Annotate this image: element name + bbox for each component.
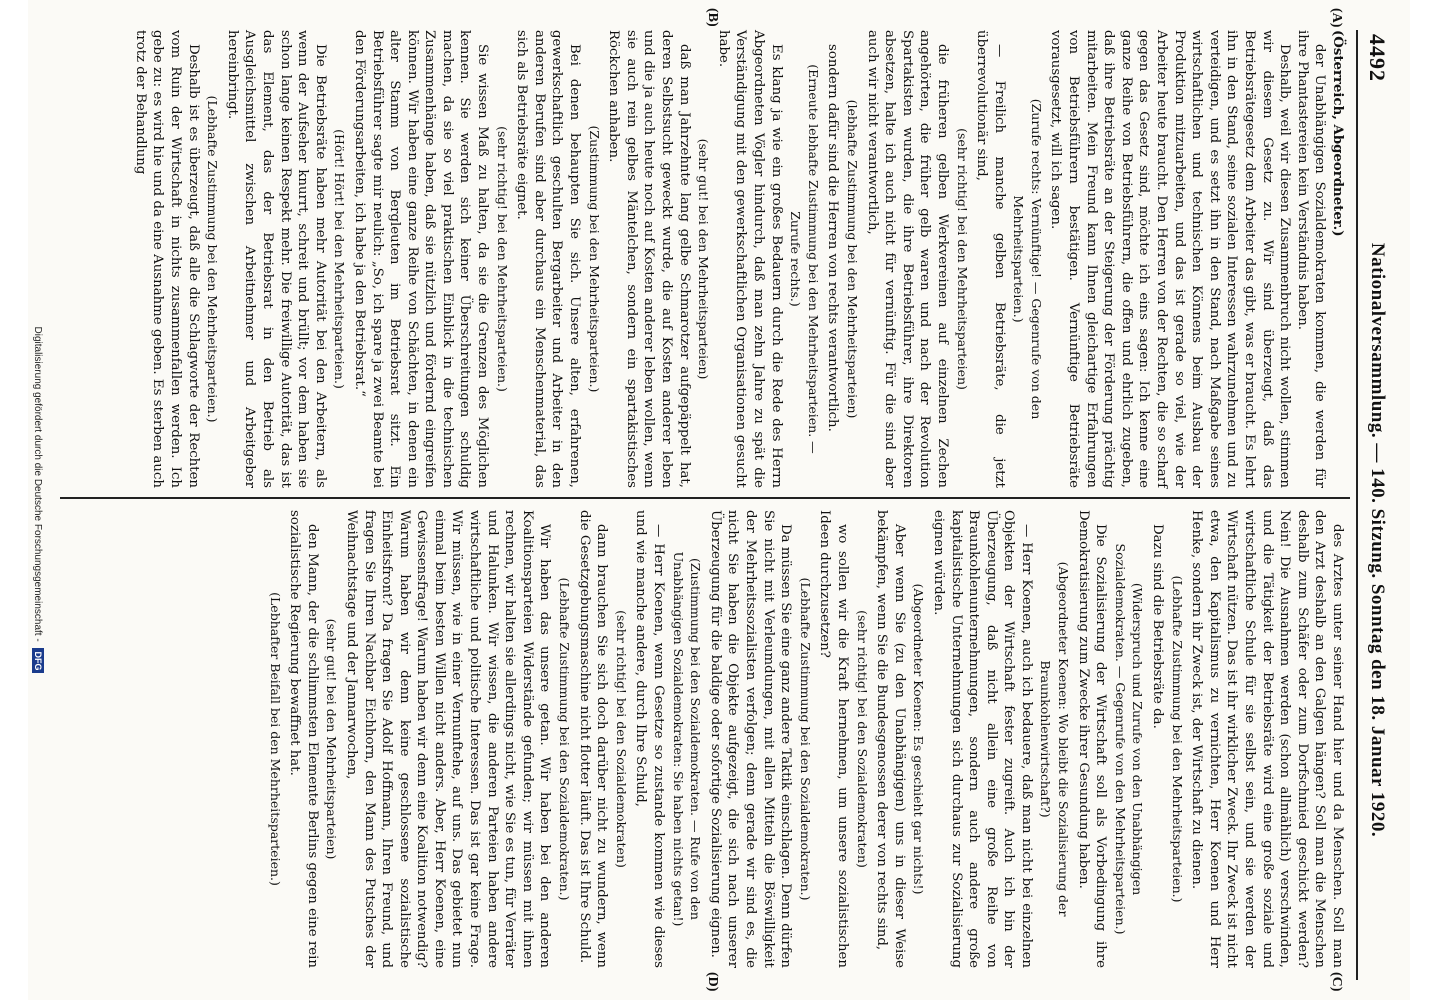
page-header <box>1356 0 1396 1000</box>
paragraph: — Herr Koenen, auch ich bedauere, daß man nicht bei einzelnen Objekten der Wirtschaft fester zugreift. Auch ich bin der Überzeugung, daß nicht allein eine große Reihe von Braunkohlenunternehmungen, sondern auch andere große kapitalistische Unternehmungen sich durchaus zur Sozialisierung eignen würden. <box>930 510 1034 968</box>
interjection: (sehr richtig! bei den Mehrheitsparteien.) <box>494 126 510 392</box>
margin-marker-d: (D) <box>705 972 720 992</box>
interjection: (Zustimmung bei den Mehrheitsparteien.) <box>586 125 602 393</box>
margin-marker-a: (A) <box>1329 8 1344 28</box>
paragraph: sondern dafür sind die Herren von rechts verantwortlich. <box>825 44 841 432</box>
right-column <box>264 510 1346 968</box>
margin-marker-b: (B) <box>705 8 720 27</box>
paragraph: Die Betriebsräte haben mehr Autorität bei den Arbeitern, als wenn der Aufseher knurrt, schreit und brüllt; vor dem haben sie schon lange keinen Respekt mehr. Die freiwillige Autorität, das ist das Element, das der Betriebsrat in den Betrieb als Ausgleichsmittel zwischen Arbeitnehmer und Arbeitgeber hereinbringt. <box>224 30 328 488</box>
page-title: Nationalversammlung. — 140. Sitzung. Sonntag den 18. Januar 1920. <box>1367 242 1388 838</box>
dfg-logo: DFG <box>32 648 44 673</box>
column-divider <box>60 497 1350 499</box>
paragraph: wo sollen wir die Kraft hernehmen, um unsere sozialistischen Ideen durchzusetzen? <box>817 510 850 968</box>
interjection: (Abgeordneter Koenen: Es geschieht gar nichts!) <box>911 583 927 895</box>
interjection: (Widerspruch und Zurufe von den Unabhängigen Sozialdemokraten. — Gegenrufe von den Mehrheitsparteien.) <box>1112 543 1146 935</box>
paragraph: Aber wenn Sie (zu den Unabhängigen) uns in dieser Weise bekämpfen, wenn Sie die Bundesgenossen derer von rechts sind, <box>874 510 907 968</box>
paragraph: Deshalb, weil wir diesen Zusammenbruch nicht wollen, stimmen wir diesem Gesetz zu. Wir sind überzeugt, daß das Betriebsrätegesetz dem Arbeiter das gibt, was er braucht. Es lehrt ihn in den Stand, seine sozialen Interessen wahrzunehmen und zu verteidigen, und es setzt ihn in den Stand, nach Maßgabe seines wirtschaftlichen und technischen Könnens beim Ausbau der Produktion mitzuarbeiten, und das ist gerade so viel, wie der Arbeiter heute braucht. Den Herren von der Rechten, die so scharf gegen das Gesetz sind, möchte ich eins sagen: Ich kenne eine ganze Reihe von Betriebsführern, die offen und ehrlich zugeben, daß ihre Betriebsräte an der Steigerung der Förderung prächtig mitarbeiten. Mein Freund kann Ihnen gleichartige Erfahrungen von Betriebsführern bestätigen. Vernünftige Betriebsräte vorausgesetzt, will ich sagen. <box>1048 30 1293 488</box>
paragraph: Dazu sind die Betriebsräte da. <box>1150 524 1166 729</box>
interjection: (Abgeordneter Koenen: Wo bleibt die Sozialisierung der Braunkohlenwirtschaft?) <box>1038 561 1072 917</box>
paragraph: Deshalb ist es überzeugt, daß alle die Schlagworte der Rechten vom Ruin der Wirtschaft in nichts zusammenfallen werden. Ich gebe zu: es wird hie und da eine Ausnahme geben. Es sterben auch trotz der Behandlung <box>132 30 201 488</box>
interjection: (sehr gut! bei den Mehrheitsparteien) <box>324 618 340 860</box>
paragraph: Sie wissen Maß zu halten, da sie die Grenzen des Möglichen kennen. Sie werden sich keiner Überschreitungen schuldig machen, da sie so viel praktischen Einblick in die technischen Zusammenhänge haben, daß sie nützlich und fördernd eingreifen können. Wir haben eine ganze Reihe von Schächten, in denen ein alter Stamm von Bergleuten im Betriebsrat sitzt. Ein Betriebsführer sagte mir neulich: „So, ich spare ja zwei Beamte bei den Förderungsarbeiten, ich habe ja den Betriebsrat.“ <box>351 30 491 488</box>
page-number: 4492 <box>1365 34 1390 82</box>
credit-text: Digitalisierung gefördert durch die Deutsche Forschungsgemeinschaft - <box>32 326 43 642</box>
paragraph: daß man Jahrzehnte lang gelbe Schmarotzer aufgepäppelt hat, deren Selbstsucht geweckt wurde, die auf Kosten anderer leben und die ja auch heute noch auf Kosten anderer leben wollen, wenn sie auch rein gelbes Mäntelchen, sondern ein spartakistisches Röckchen anhaben. <box>606 30 692 488</box>
paragraph: dann brauchen Sie sich doch darüber nicht zu wundern, wenn die Gesetzgebungsmaschine nicht flotter läuft. Das ist Ihre Schuld. <box>576 510 610 968</box>
paragraph: Bei denen behaupten Sie sich. Unsere alten, erfahrenen, gewerkschaftlich geschulten Bergarbeiter und Arbeiter in den anderen Berufen sind aber durchaus ein Menschenmaterial, das sich als Betriebsräte eignet. <box>514 30 583 488</box>
interjection: (sehr richtig! bei den Sozialdemokraten) <box>613 610 629 868</box>
left-column <box>131 30 1346 488</box>
interjection: (Zurufe rechts: Vernünftige! — Gegenrufe von den Mehrheitsparteien.) <box>1011 98 1044 420</box>
interjection: (Lebhafter Beifall bei den Mehrheitsparteien.) <box>267 592 283 886</box>
interjection: (Hört! Hört! bei den Mehrheitsparteien.) <box>332 129 348 389</box>
interjection: (lebhafte Zustimmung bei den Mehrheitsparteien) <box>844 99 860 419</box>
paragraph: Es klang ja wie ein großes Bedauern durch die Rede des Herrn Abgeordneten Vögler hindurch, daß man zehn Jahre zu spät die Verständigung mit den gewerkschaftlichen Organisationen gesucht habe. <box>715 30 784 488</box>
interjection: (Lebhafte Zustimmung bei den Sozialdemokraten.) <box>557 577 573 901</box>
interjection: (Lebhafte Zustimmung bei den Mehrheitsparteien.) <box>205 95 221 423</box>
interjection: (Lebhafte Zustimmung bei den Mehrheitsparteien.) <box>1169 575 1185 903</box>
paragraph: Wir haben das unsere getan. Wir haben bei den anderen Koalitionsparteien Widerstände gefunden; wir müssen mit ihnen rechnen, wir halten sie allerdings nicht, wie Sie es tun, für Verräter und Halunken. Wir wissen, die anderen Parteien haben andere wirtschaftliche und politische Interessen. Das ist gar keine Frage. Wir müssen, wie in einer Vernunftehe, auf uns. Das gebietet nun einmal beim besten Willen nicht anders. Aber, Herr Koenen, eine Gewissensfrage! Warum haben wir denn eine Koalition notwendig? Warum haben wir denn keine geschlossene sozialistische Einheitsfront? Da fragen Sie Adolf Hoffmann, Ihren Freund, und fragen Sie Ihren Nachbar Eichhorn, den Mann des Putsches der Weihnachtstage und der Jannarwochen, <box>343 510 553 968</box>
paragraph: den Mann, der die schlimmsten Elemente Berlins gegen eine rein sozialistische Regierung bewaffnet hat. <box>287 510 320 968</box>
paragraph: Da müssen Sie eine ganz andere Taktik einschlagen. Denn dürfen Sie nicht mit Verleumdungen, mit allen Mitteln die Böswilligkeit der Mehrheitssozialisten verfolgen; denn gerade wir sind es, die nicht Sie haben die Objekte aufgezeigt, die sich nach unserer Überzeugung für die baldige oder sofortige Sozialisierung eignen. <box>707 510 794 968</box>
paragraph: des Arztes unter seiner Hand hier und da Menschen. Soll man den Arzt deshalb an den Galgen hängen? Soll man die Menschen deshalb zum Schäfer oder zum Dorfschmied geschickt werden? Nein! Die Ausnahmen werden (schon allmählich) verschwinden, und die Tätigkeit der Betriebsräte wird eine große soziale und wirtschaftliche Schule für sie selbst sein, und sie werden der Wirtschaft nützen. Das ist ihr wirklicher Zweck. Ihr Zweck ist nicht etwa, den Kapitalismus zu vernichten, Herr Koenen und Herr Henke, sondern ihr Zweck ist, der Wirtschaft zu dienen. <box>1189 510 1345 968</box>
newspaper-page <box>28 0 1410 1000</box>
paragraph: — Freilich manche gelben Betriebsräte, die jetzt überrevolutionär sind, <box>974 30 1007 488</box>
paragraph: — Herr Koenen, wenn Gesetze so zustande kommen wie dieses und wie manche andere, durch Ihre Schuld, <box>633 510 667 968</box>
header-rule <box>1356 30 1358 980</box>
paragraph: Die Sozialisierung der Wirtschaft soll als Vorbedingung ihre Demokratisierung zum Zwecke ihrer Gesundung haben. <box>1075 510 1109 968</box>
paragraph: die früheren gelben Werkvereinen auf einzelnen Zechen angehörten, die früher gelb waren und nach der Revolution Spartakisten wurden, die ihre Betriebsführer, ihre Direktoren absetzen, halte ich auch nicht für vernünftig. Für die sind aber auch wir nicht verantwortlich, <box>864 30 950 488</box>
interjection: (sehr richtig! bei den Mehrheitsparteien) <box>954 128 970 390</box>
margin-marker-c: (C) <box>1329 972 1344 992</box>
digitization-credit <box>32 0 44 1000</box>
paragraph: der Unabhängigen Sozialdemokraten kommen, die werden für ihre Phantastereien kein Verständnis haben. <box>1294 30 1328 488</box>
interjection: (sehr gut! bei den Mehrheitsparteien) <box>696 138 712 380</box>
interjection: (Zustimmung bei den Sozialdemokraten. — Rufe von den Unabhängigen Sozialdemokraten: Sie haben nichts getan!) <box>670 551 704 927</box>
interjection: (Lebhafte Zustimmung bei den Sozialdemokraten.) <box>797 577 813 901</box>
interjection: (Erneute lebhafte Zustimmung bei den Mehrheitsparteien. — Zurufe rechts.) <box>788 64 821 454</box>
interjection: (sehr richtig! bei den Sozialdemokraten) <box>854 610 870 868</box>
speaker-name: (Österreich, Abgeordneter.) <box>1330 30 1345 237</box>
